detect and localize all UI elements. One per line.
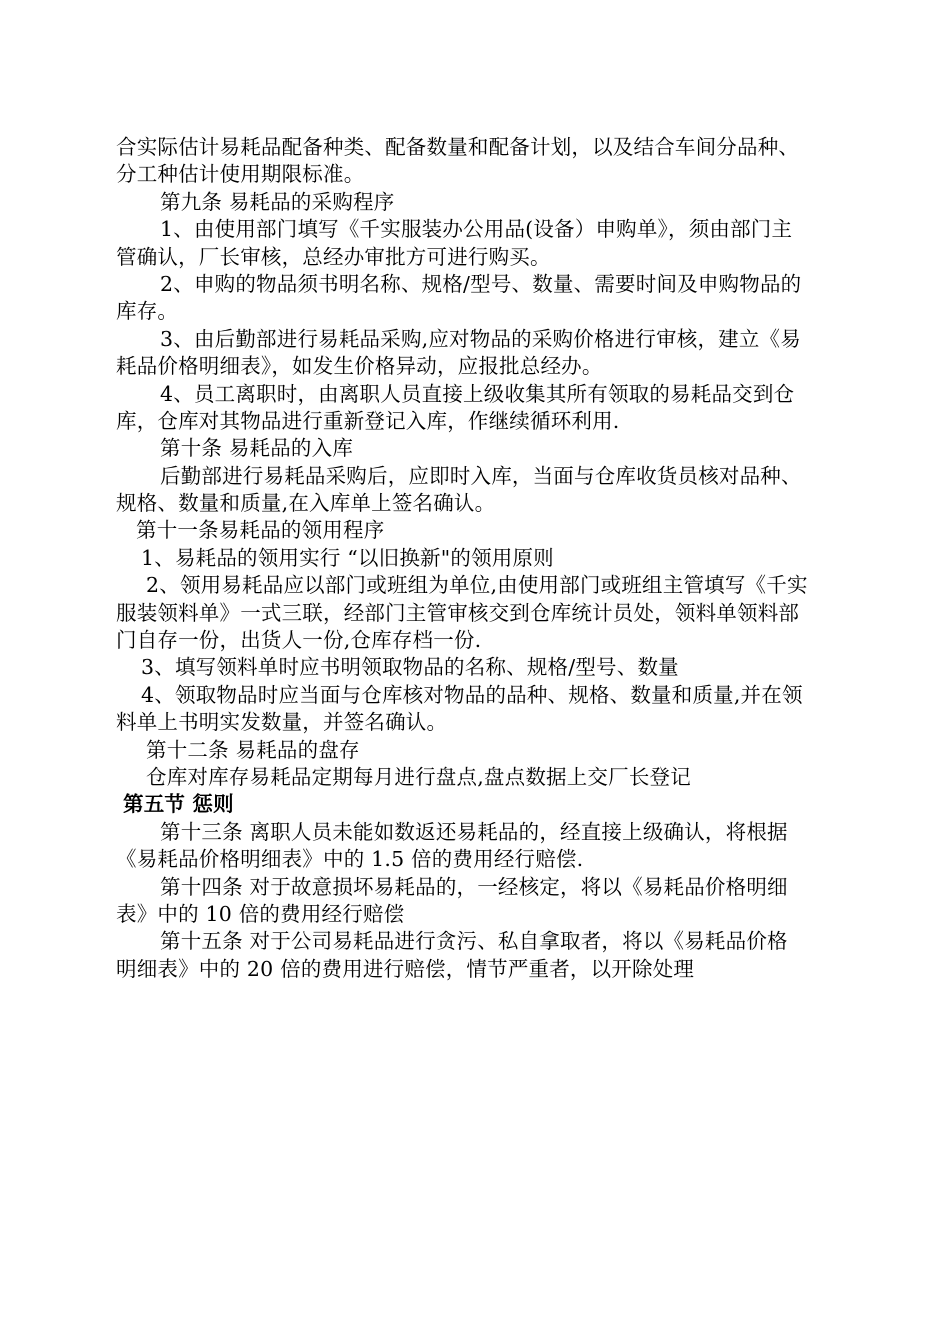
paragraph-line: 1、由使用部门填写《千实服装办公用品(设备）申购单》，须由部门主 <box>160 217 793 242</box>
paragraph-line: 2、申购的物品须书明名称、规格/型号、数量、需要时间及申购物品的 <box>160 271 802 296</box>
section-heading: 第五节 惩则 <box>123 792 234 817</box>
paragraph-line: 规格、数量和质量,在入库单上签名确认。 <box>116 491 496 516</box>
article-heading: 第九条 易耗品的采购程序 <box>160 189 395 214</box>
paragraph-line: 3、填写领料单时应书明领取物品的名称、规格/型号、数量 <box>141 655 679 680</box>
paragraph-line: 门自存一份，出货人一份,仓库存档一份. <box>116 628 482 653</box>
paragraph-line: 4、领取物品时应当面与仓库核对物品的品种、规格、数量和质量,并在领 <box>141 682 803 707</box>
paragraph-line: 服装领料单》一式三联，经部门主管审核交到仓库统计员处，领料单领料部 <box>116 600 800 625</box>
paragraph-line: 明细表》中的 20 倍的费用进行赔偿，情节严重者，以开除处理 <box>116 956 695 981</box>
paragraph-line: 料单上书明实发数量，并签名确认。 <box>116 710 448 735</box>
paragraph-line: 库存。 <box>116 299 179 324</box>
paragraph-line: 耗品价格明细表》，如发生价格异动，应报批总经办。 <box>116 354 603 379</box>
paragraph-line: 管确认，厂长审核，总经办审批方可进行购买。 <box>116 244 551 269</box>
paragraph-line: 仓库对库存易耗品定期每月进行盘点,盘点数据上交厂长登记 <box>146 764 691 789</box>
paragraph-line: 2、领用易耗品应以部门或班组为单位,由使用部门或班组主管填写《千实 <box>146 573 808 598</box>
paragraph-line: 分工种估计使用期限标准。 <box>116 162 365 187</box>
paragraph-line: 1、易耗品的领用实行 “以旧换新"的领用原则 <box>141 545 554 570</box>
article-heading: 第十一条易耗品的领用程序 <box>136 518 385 543</box>
paragraph-line: 表》中的 10 倍的费用经行赔偿 <box>116 901 405 926</box>
article-heading: 第十二条 易耗品的盘存 <box>146 737 360 762</box>
paragraph-line: 《易耗品价格明细表》中的 1.5 倍的费用经行赔偿. <box>116 847 584 872</box>
paragraph-line: 第十四条 对于故意损坏易耗品的，一经核定，将以《易耗品价格明细 <box>160 874 788 899</box>
paragraph-line: 库，仓库对其物品进行重新登记入库，作继续循环利用. <box>116 408 620 433</box>
article-heading: 第十条 易耗品的入库 <box>160 436 354 461</box>
paragraph-line: 3、由后勤部进行易耗品采购,应对物品的采购价格进行审核，建立《易 <box>160 326 801 351</box>
paragraph-line: 第十五条 对于公司易耗品进行贪污、私自拿取者，将以《易耗品价格 <box>160 929 788 954</box>
paragraph-line: 4、员工离职时，由离职人员直接上级收集其所有领取的易耗品交到仓 <box>160 381 795 406</box>
document-body <box>116 134 861 983</box>
paragraph-line: 第十三条 离职人员未能如数返还易耗品的，经直接上级确认，将根据 <box>160 819 788 844</box>
paragraph-line: 后勤部进行易耗品采购后，应即时入库，当面与仓库收货员核对品种、 <box>160 463 802 488</box>
paragraph-line: 合实际估计易耗品配备种类、配备数量和配备计划，以及结合车间分品种、 <box>116 135 800 159</box>
